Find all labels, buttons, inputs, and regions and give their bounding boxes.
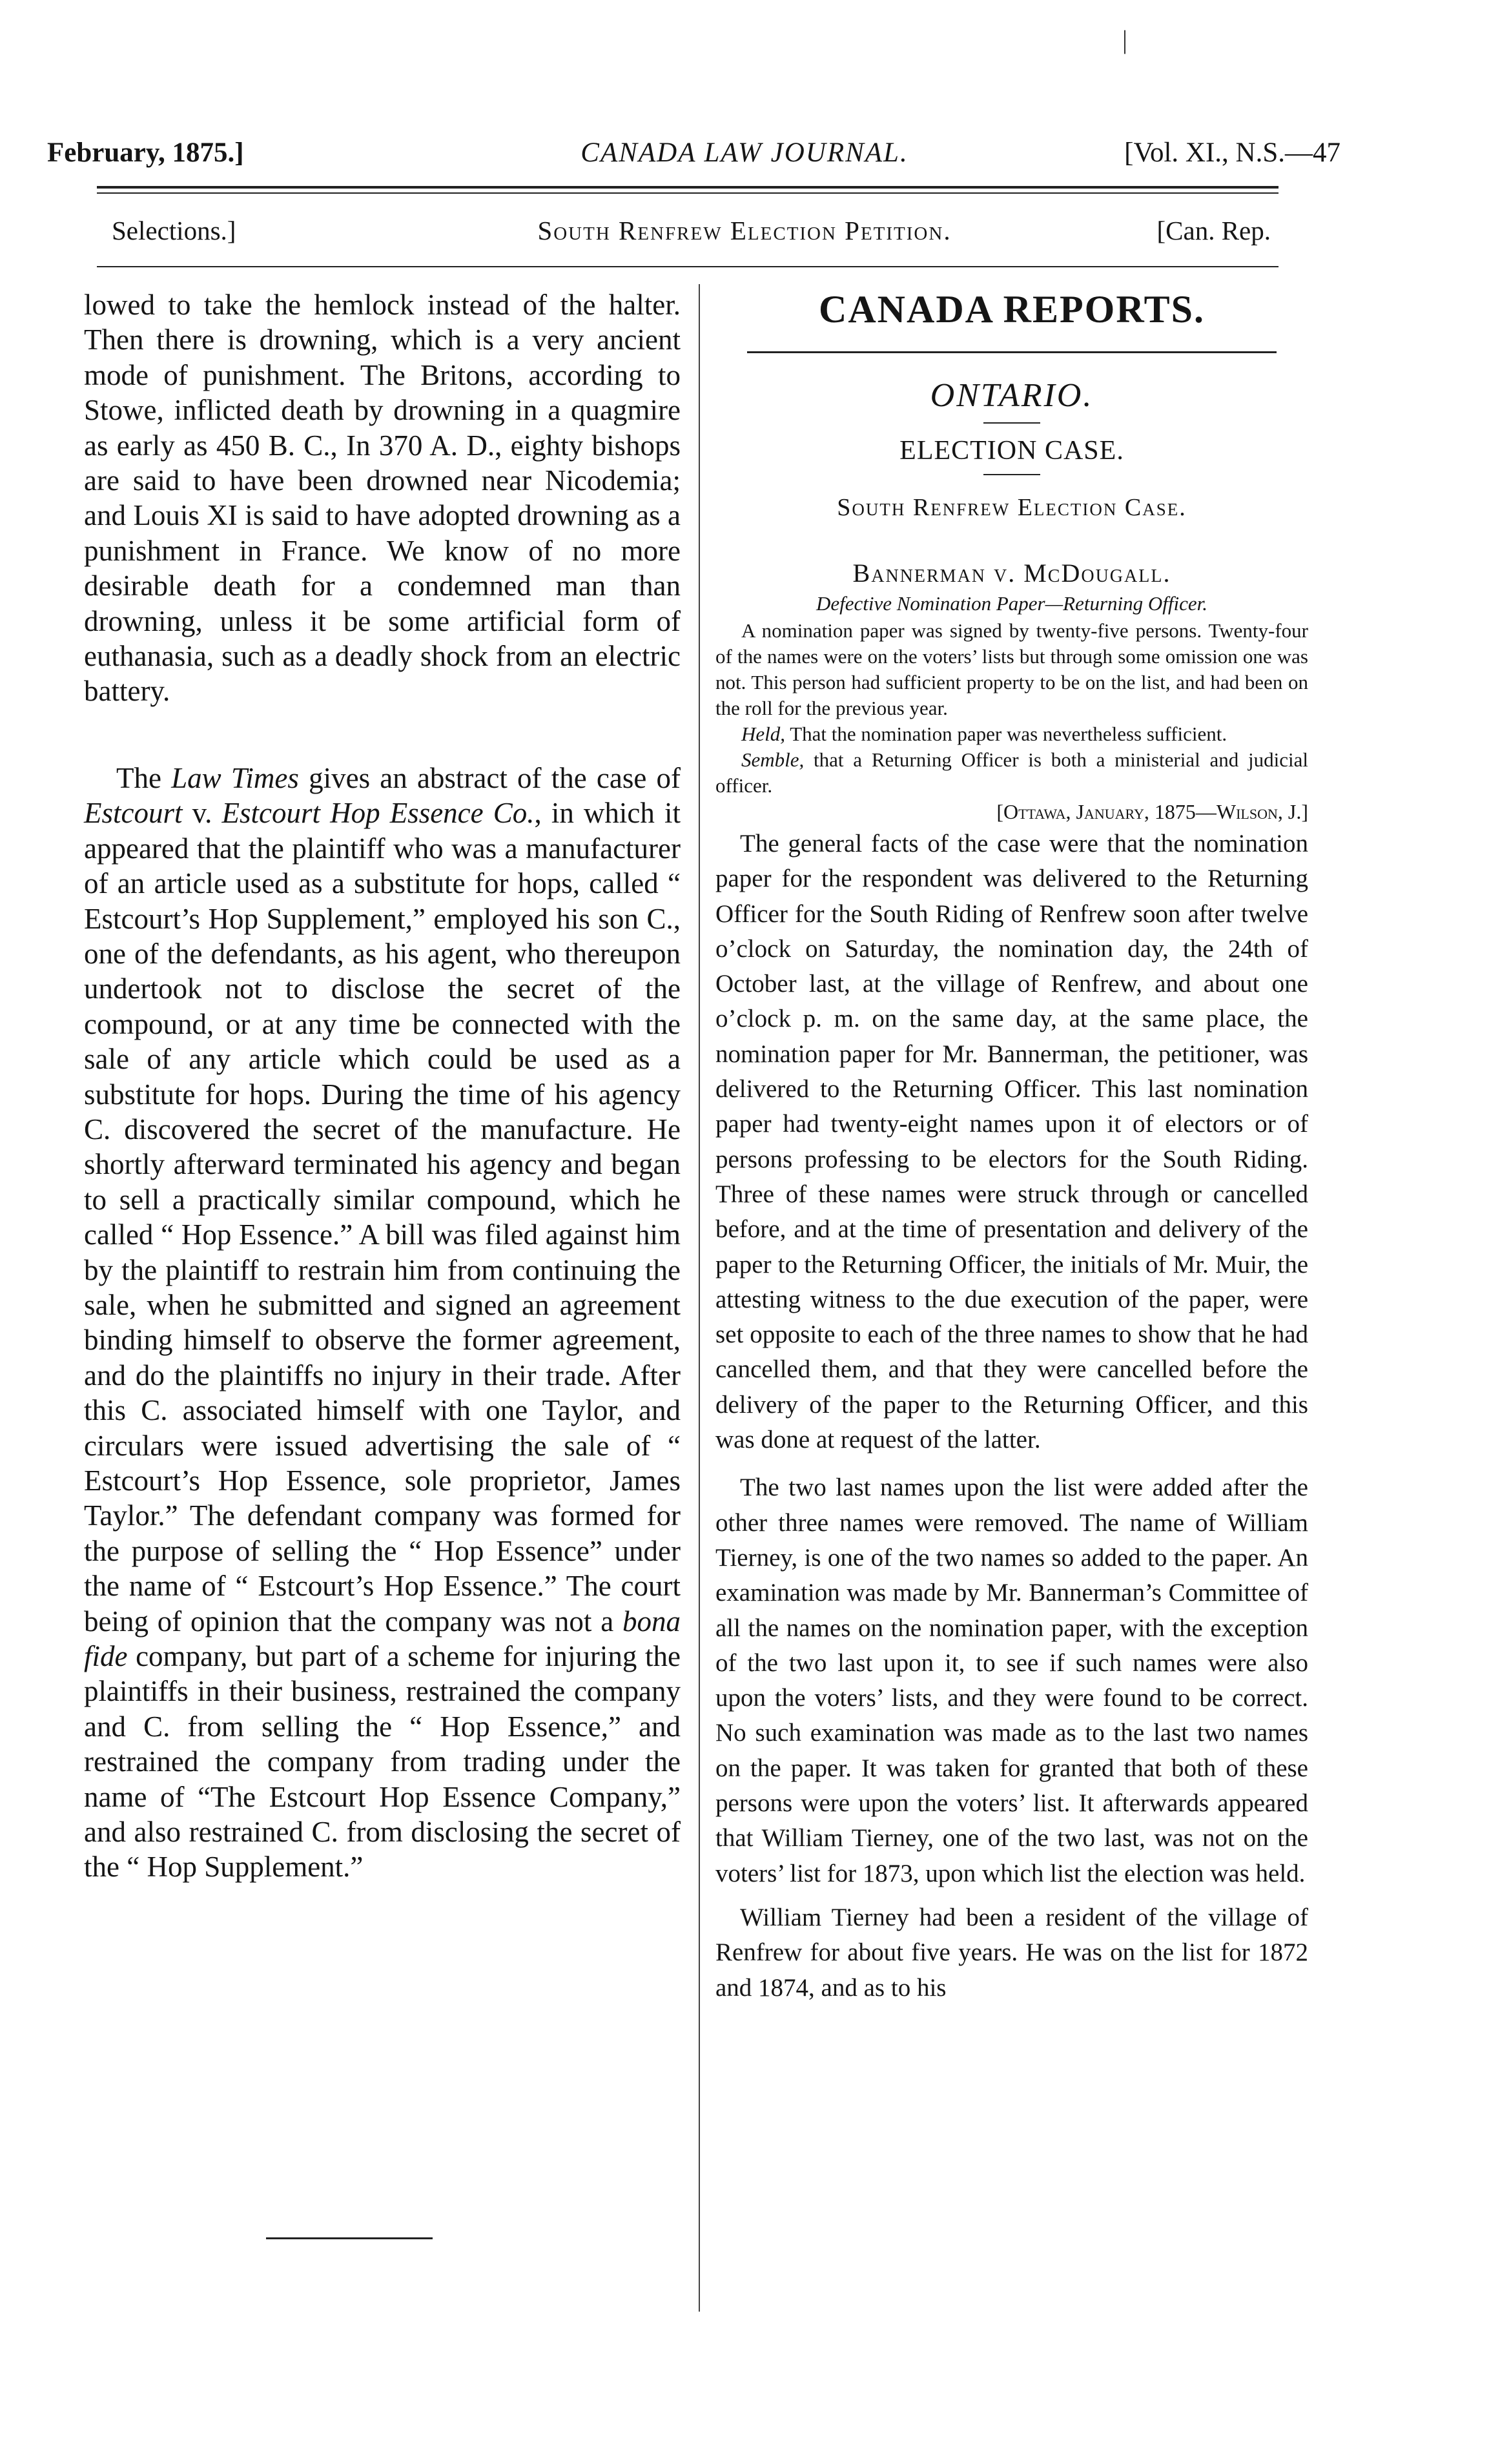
subheader-case: South Renfrew Election Petition. (537, 216, 952, 245)
mini-rule (983, 474, 1040, 475)
catchwords: Defective Nomination Paper—Returning Officer. (816, 592, 1208, 615)
column-divider (699, 284, 700, 2312)
text-run: company, but part of a scheme for injuring the plaintiffs in their business, restrained the company and C. from selling the “ Hop Essence,” and restrained the company from trading under the name of “The Estcourt Hop Essence Company,” and also restrained C. from disclosing the secret of the “ Hop Supplement.” (84, 1640, 681, 1884)
headnote: A nomination paper was signed by twenty-five persons. Twenty-four of the names were on the voters’ lists but through some omission one was not. This person had sufficient property to be on the list, and had been on the roll for the previous year. (715, 619, 1308, 719)
headnote-text: That the nomination paper was nevertheless sufficient. (785, 723, 1227, 745)
text-run: , in which it appeared that the plaintiff who was a manufacturer of an article used as a substitute for hops, called “ Estcourt’s Hop Supplement,” employed his son C., one of the defendants, as his agent, who thereupon undertook not to disclose the secret of the compound, or at any time be connected with the sale of any article which could be used as a substitute for hops. During the time of his agency C. discovered the secret of the manufacture. He shortly afterward terminated his agency and began to sell a practically similar compound, which he called “ Hop Essence.” A bill was filed against him by the plaintiff to restrain him from continuing the sale, when he submitted and signed an agreement binding himself to observe the former agreement, and do the plaintiffs no injury in their trade. After this C. associated himself with one Taylor, and circulars were issued advertising the sale of “ Estcourt’s Hop Essence, sole proprietor, James Taylor.” The defendant company was formed for the purpose of selling the “ Hop Essence” under the name of “ Estcourt’s Hop Essence.” The court being of opinion that the company was not a (84, 797, 681, 1638)
section-end-rule (266, 2237, 433, 2239)
left-column (84, 287, 681, 1885)
judgment-paragraph: The general facts of the case were that the nomination paper for the respondent was delivered to the Returning Officer for the South Riding of Renfrew soon after twelve o’clock on Saturday, the nomination day, the 24th of October last, at the village of Renfrew, and about one o’clock p. m. on the same day, at the same place, the nomination paper for Mr. Bannerman, the petitioner, was delivered to the Returning Officer. This last nomination paper had twenty-eight names upon it of electors or of persons professing to be electors for the South Riding. Three of these names were struck through or cancelled before, and at the time of presentation and delivery of the paper to the Returning Officer, the initials of Mr. Muir, the attesting witness to the due execution of the paper, were set opposite to each of the three names to show that he had cancelled them, and that they were cancelled before the delivery of the paper to the Returning Officer, and this was done at request of the latter. (715, 830, 1308, 1454)
headnote-label: Held, (741, 723, 786, 745)
reports-rule (747, 351, 1277, 353)
party-name: Estcourt Hop Essence Co. (221, 797, 535, 830)
text-run: gives an abstract of the case of (298, 761, 681, 794)
court-byline: [Ottawa, January, 1875—Wilson, J.] (996, 800, 1308, 823)
judgment-paragraph: The two last names upon the list were added after the other three names were removed. The name of William Tierney, is one of the two names so added to the paper. An examination was made by Mr. Bannerman’s Committee of all the names on the nomination paper, with the exception of the two last upon it, to see if such names were also upon the voters’ lists, and they were found to be correct. No such examination was made as to the last two names on the paper. It was taken for granted that both of these persons were upon the voters’ list. It afterwards appeared that William Tierney, one of the two last, was not on the voters’ list for 1873, upon which list the election was held. (715, 1473, 1308, 1887)
headnote-held (715, 721, 1308, 747)
latin-term: bona fide (84, 1605, 681, 1673)
subheader-rule (97, 266, 1278, 267)
headnote-semble (715, 747, 1308, 799)
case-type-heading: ELECTION CASE. (899, 436, 1124, 466)
province-heading: ONTARIO. (930, 377, 1094, 414)
publication-name: Law Times (171, 761, 299, 794)
selection-paragraph-drowning: lowed to take the hemlock instead of the halter. Then there is drowning, which is a very ancient mode of punishment. The Britons, according to Stowe, inflicted death by drowning in a quagmire as early as 450 B. C., In 370 A. D., eighty bishops are said to have been drowned near Nicodemia; and Louis XI is said to have adopted drowning as a punishment in France. We know of no more desirable death for a condemned man than drowning, unless it be some artificial form of euthanasia, such as a deadly shock from an electric battery. (84, 289, 681, 708)
text-run: The (116, 761, 172, 794)
header-rule-thick (97, 186, 1278, 189)
headnote-label: Semble, (741, 748, 805, 771)
subheader-section: Selections.] (112, 216, 236, 245)
case-parties: Bannerman v. McDougall. (852, 559, 1171, 588)
party-name: Estcourt (84, 797, 183, 830)
header-rule-thin (97, 192, 1278, 194)
case-name: South Renfrew Election Case. (837, 494, 1187, 521)
header-volume: [Vol. XI., N.S.—47 (1124, 138, 1340, 168)
mini-rule (983, 422, 1040, 424)
header-date: February, 1875.] (47, 138, 244, 168)
selection-paragraph-hop-essence (84, 761, 681, 1885)
reports-title: CANADA REPORTS. (819, 288, 1205, 331)
judgment-paragraph: William Tierney had been a resident of the village of Renfrew for about five years. He was on the list for 1872 and 1874, and as to his (715, 1903, 1308, 2002)
header-journal-title: CANADA LAW JOURNAL. (580, 138, 909, 168)
text-run: v. (182, 797, 222, 830)
subheader-report: [Can. Rep. (1156, 216, 1271, 245)
stray-mark: | (1122, 25, 1128, 54)
right-column (715, 287, 1308, 2006)
headnote-text: that a Returning Officer is both a ministerial and judicial officer. (715, 748, 1308, 797)
